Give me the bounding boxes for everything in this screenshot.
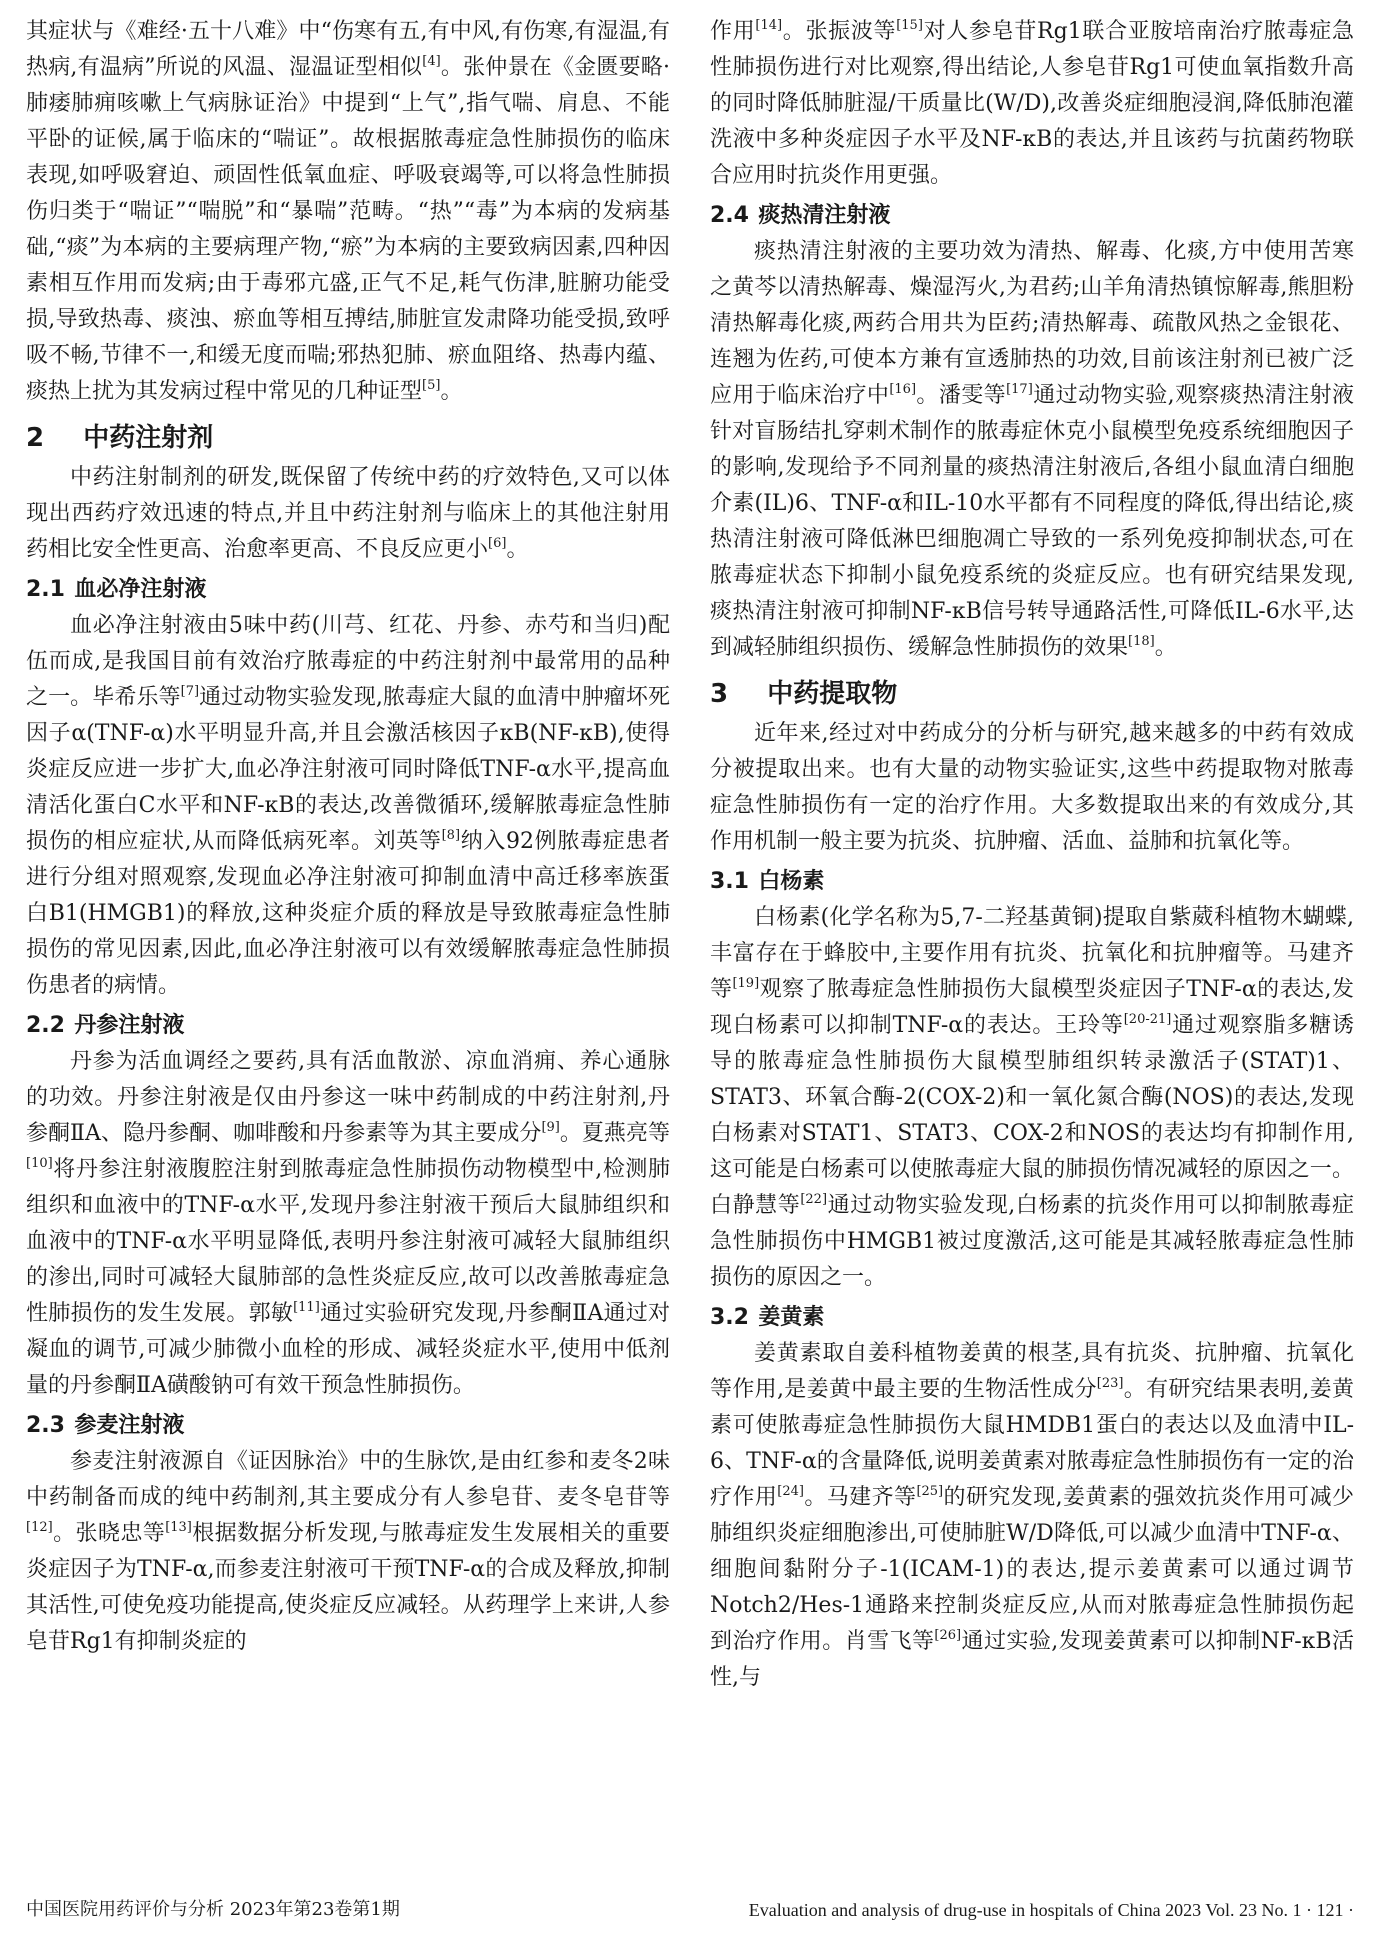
text-run: 。夏燕亮等 <box>559 1121 670 1146</box>
citation-ref[interactable]: [19] <box>732 976 760 991</box>
citation-ref[interactable]: [8] <box>441 828 461 843</box>
citation-ref[interactable]: [11] <box>293 1300 320 1315</box>
subsection-number: 2.2 <box>26 1013 65 1038</box>
text-run: 作用 <box>710 19 756 44</box>
section-number: 2 <box>26 423 45 453</box>
section-title: 中药提取物 <box>767 679 898 709</box>
text-run: 。 <box>440 379 463 404</box>
text-run: 对人参皂苷Rg1联合亚胺培南治疗脓毒症急性肺损伤进行对比观察,得出结论,人参皂苷Rg1可使血氧指数升高的同时降低肺脏湿/干质量比(W/D),改善炎症细胞浸润,降低肺泡灌洗液中多种炎症因子水平及NF-κB的表达,并且该药与抗菌药物联合应用时抗炎作用更强。 <box>710 19 1354 188</box>
subsection-title: 痰热清注射液 <box>758 203 891 228</box>
text-run: 通过动物实验发现,脓毒症大鼠的血清中肿瘤坏死因子α(TNF-α)水平明显升高,并且会激活核因子κB(NF-κB),使得炎症反应进一步扩大,血必净注射液可同时降低TNF-α水平,提高血清活化蛋白C水平和NF-κB的表达,改善微循环,缓解脓毒症急性肺损伤的相应症状,从而降低病死率。刘英等 <box>26 685 670 854</box>
citation-ref[interactable]: [16] <box>889 382 917 397</box>
section-paragraph <box>710 234 1354 666</box>
text-run: 通过实验,发现姜黄素可以抑制NF-κB活性,与 <box>710 1629 1354 1690</box>
footer-journal-cn: 中国医院用药评价与分析 2023年第23卷第1期 <box>26 1899 400 1920</box>
citation-ref[interactable]: [10] <box>26 1156 53 1171</box>
citation-ref[interactable]: [9] <box>541 1120 560 1135</box>
citation-ref[interactable]: [15] <box>896 18 923 33</box>
citation-ref[interactable]: [4] <box>422 54 441 69</box>
subsection-title: 丹参注射液 <box>74 1013 185 1038</box>
continued-paragraph <box>710 14 1354 194</box>
subsection-number: 2.1 <box>26 577 65 602</box>
citation-ref[interactable]: [14] <box>755 18 783 33</box>
subsection-number: 3.1 <box>710 869 749 894</box>
text-run: 。张晓忠等 <box>52 1521 166 1546</box>
section-paragraph <box>710 1336 1354 1696</box>
section-paragraph <box>26 608 670 1004</box>
text-run: 将丹参注射液腹腔注射到脓毒症急性肺损伤动物模型中,检测肺组织和血液中的TNF-α水平,发现丹参注射液干预后大鼠肺组织和血液中的TNF-α水平明显降低,表明丹参注射液可减轻大鼠肺组织的渗出,同时可减轻大鼠肺部的急性炎症反应,故可以改善脓毒症急性肺损伤的发生发展。郭敏 <box>26 1157 670 1326</box>
citation-ref[interactable]: [22] <box>800 1192 828 1207</box>
subsection-title: 姜黄素 <box>758 1305 825 1330</box>
subsection-heading <box>710 198 1354 234</box>
text-run: 。有研究结果表明,姜黄素可使脓毒症急性肺损伤大鼠HMDB1蛋白的表达以及血清中IL-6、TNF-α的含量降低,说明姜黄素对脓毒症急性肺损伤有一定的治疗作用 <box>710 1377 1354 1510</box>
citation-ref[interactable]: [18] <box>1128 634 1155 649</box>
subsection-number: 2.3 <box>26 1413 65 1438</box>
citation-ref[interactable]: [13] <box>165 1520 192 1535</box>
section-number: 3 <box>710 679 729 709</box>
journal-page <box>26 14 1354 1874</box>
subsection-heading <box>26 1008 670 1044</box>
text-run: 痰热清注射液的主要功效为清热、解毒、化痰,方中使用苦寒之黄芩以清热解毒、燥湿泻火,为君药;山羊角清热镇惊解毒,熊胆粉清热解毒化痰,两药合用共为臣药;清热解毒、疏散风热之金银花、连翘为佐药,可使本方兼有宣透肺热的功效,目前该注射剂已被广泛应用于临床治疗中 <box>710 239 1354 408</box>
text-run: 观察了脓毒症急性肺损伤大鼠模型炎症因子TNF-α的表达,发现白杨素可以抑制TNF-α的表达。王玲等 <box>710 977 1354 1038</box>
citation-ref[interactable]: [5] <box>422 378 441 393</box>
section-paragraph <box>26 460 670 568</box>
text-run: 根据数据分析发现,与脓毒症发生发展相关的重要炎症因子为TNF-α,而参麦注射液可干预TNF-α的合成及释放,抑制其活性,可使免疫功能提高,使炎症反应减轻。从药理学上来讲,人参皂苷Rg1有抑制炎症的 <box>26 1521 670 1654</box>
subsection-heading <box>710 864 1354 900</box>
text-run: 其症状与《难经·五十八难》中“伤寒有五,有中风,有伤寒,有湿温,有热病,有温病”所说的风温、湿温证型相似 <box>26 19 670 80</box>
text-run: 通过动物实验,观察痰热清注射液针对盲肠结扎穿刺术制作的脓毒症休克小鼠模型免疫系统细胞因子的影响,发现给予不同剂量的痰热清注射液后,各组小鼠血清白细胞介素(IL)6、TNF-α和IL-10水平都有不同程度的降低,得出结论,痰热清注射液可降低淋巴细胞凋亡导致的一系列免疫抑制状态,可在脓毒症状态下抑制小鼠免疫系统的炎症反应。也有研究结果发现,痰热清注射液可抑制NF-κB信号转导通路活性,可降低IL-6水平,达到减轻肺组织损伤、缓解急性肺损伤的效果 <box>710 383 1354 660</box>
text-run: 参麦注射液源自《证因脉治》中的生脉饮,是由红参和麦冬2味中药制备而成的纯中药制剂,其主要成分有人参皂苷、麦冬皂苷等 <box>26 1449 670 1510</box>
subsection-number: 3.2 <box>710 1305 749 1330</box>
intro-paragraph <box>26 14 670 410</box>
section-paragraph <box>26 1044 670 1404</box>
citation-ref[interactable]: [12] <box>26 1520 53 1535</box>
citation-ref[interactable]: [20-21] <box>1123 1012 1172 1027</box>
subsection-heading <box>26 1408 670 1444</box>
subsection-title: 血必净注射液 <box>74 577 207 602</box>
citation-ref[interactable]: [17] <box>1006 382 1033 397</box>
text-run: 姜黄素取自姜科植物姜黄的根茎,具有抗炎、抗肿瘤、抗氧化等作用,是姜黄中最主要的生物活性成分 <box>710 1341 1354 1402</box>
page-footer <box>26 1896 1354 1924</box>
text-run: 通过观察脂多糖诱导的脓毒症急性肺损伤大鼠模型肺组织转录激活子(STAT)1、STAT3、环氧合酶-2(COX-2)和一氧化氮合酶(NOS)的表达,发现白杨素对STAT1、STAT3、COX-2和NOS的表达均有抑制作用,这可能是白杨素可以使脓毒症大鼠的肺损伤情况减轻的原因之一。白静慧等 <box>710 1013 1354 1218</box>
subsection-title: 白杨素 <box>758 869 825 894</box>
citation-ref[interactable]: [6] <box>488 536 507 551</box>
text-run: 通过动物实验发现,白杨素的抗炎作用可以抑制脓毒症急性肺损伤中HMGB1被过度激活,这可能是其减轻脓毒症急性肺损伤的原因之一。 <box>710 1193 1354 1290</box>
citation-ref[interactable]: [23] <box>1096 1376 1124 1391</box>
text-run: 。潘雯等 <box>916 383 1007 408</box>
text-run: 。 <box>1154 635 1177 660</box>
text-run: 。马建齐等 <box>803 1485 917 1510</box>
text-run: 。 <box>506 537 529 562</box>
citation-ref[interactable]: [26] <box>934 1628 962 1643</box>
text-run: 中药注射制剂的研发,既保留了传统中药的疗效特色,又可以体现出西药疗效迅速的特点,并且中药注射剂与临床上的其他注射用药相比安全性更高、治愈率更高、不良反应更小 <box>26 465 670 562</box>
subsection-number: 2.4 <box>710 203 749 228</box>
section-paragraph <box>710 900 1354 1296</box>
section-title: 中药注射剂 <box>83 423 214 453</box>
section-paragraph <box>26 1444 670 1660</box>
text-run: 丹参为活血调经之要药,具有活血散淤、凉血消痈、养心通脉的功效。丹参注射液是仅由丹参这一味中药制成的中药注射剂,丹参酮ⅡA、隐丹参酮、咖啡酸和丹参素等为其主要成分 <box>26 1049 670 1146</box>
text-run: 通过实验研究发现,丹参酮ⅡA通过对凝血的调节,可减少肺微小血栓的形成、减轻炎症水平,使用中低剂量的丹参酮ⅡA磺酸钠可有效干预急性肺损伤。 <box>26 1301 670 1398</box>
text-run: 白杨素(化学名称为5,7-二羟基黄铜)提取自紫葳科植物木蝴蝶,丰富存在于蜂胶中,主要作用有抗炎、抗氧化和抗肿瘤等。马建齐等 <box>710 905 1354 1002</box>
citation-ref[interactable]: [7] <box>180 684 200 699</box>
text-run: 纳入92例脓毒症患者进行分组对照观察,发现血必净注射液可抑制血清中高迁移率族蛋白B1(HMGB1)的释放,这种炎症介质的释放是导致脓毒症急性肺损伤的常见因素,因此,血必净注射液可以有效缓解脓毒症急性肺损伤患者的病情。 <box>26 829 670 998</box>
right-column <box>710 14 1354 1696</box>
subsection-title: 参麦注射液 <box>74 1413 185 1438</box>
subsection-heading <box>26 572 670 608</box>
text-run: 。张仲景在《金匮要略·肺痿肺痈咳嗽上气病脉证治》中提到“上气”,指气喘、肩息、不能平卧的证候,属于临床的“喘证”。故根据脓毒症急性肺损伤的临床表现,如呼吸窘迫、顽固性低氧血症、呼吸衰竭等,可以将急性肺损伤归类于“喘证”“喘脱”和“暴喘”范畴。“热”“毒”为本病的发病基础,“痰”为本病的主要病理产物,“瘀”为本病的主要致病因素,四种因素相互作用而发病;由于毒邪亢盛,正气不足,耗气伤津,脏腑功能受损,导致热毒、痰浊、瘀血等相互搏结,肺脏宣发肃降功能受损,致呼吸不畅,节律不一,和缓无度而喘;邪热犯肺、瘀血阻络、热毒内蕴、痰热上扰为其发病过程中常见的几种证型 <box>26 55 670 404</box>
section-heading <box>26 418 670 458</box>
text-run: 血必净注射液由5味中药(川芎、红花、丹参、赤芍和当归)配伍而成,是我国目前有效治疗脓毒症的中药注射剂中最常用的品种之一。毕希乐等 <box>26 613 670 710</box>
citation-ref[interactable]: [25] <box>916 1484 944 1499</box>
section-heading <box>710 674 1354 714</box>
section-paragraph: 近年来,经过对中药成分的分析与研究,越来越多的中药有效成分被提取出来。也有大量的动物实验证实,这些中药提取物对脓毒症急性肺损伤有一定的治疗作用。大多数提取出来的有效成分,其作用机制一般主要为抗炎、抗肿瘤、活血、益肺和抗氧化等。 <box>710 721 1354 854</box>
left-column <box>26 14 670 1660</box>
text-run: 的研究发现,姜黄素的强效抗炎作用可减少肺组织炎症细胞渗出,可使肺脏W/D降低,可以减少血清中TNF-α、细胞间黏附分子-1(ICAM-1)的表达,提示姜黄素可以通过调节Notch2/Hes-1通路来控制炎症反应,从而对脓毒症急性肺损伤起到治疗作用。肖雪飞等 <box>710 1485 1354 1654</box>
footer-journal-en: Evaluation and analysis of drug-use in hospitals of China 2023 Vol. 23 No. 1 · 121 · <box>748 1900 1354 1920</box>
text-run: 。张振波等 <box>782 19 897 44</box>
citation-ref[interactable]: [24] <box>777 1484 804 1499</box>
subsection-heading <box>710 1300 1354 1336</box>
